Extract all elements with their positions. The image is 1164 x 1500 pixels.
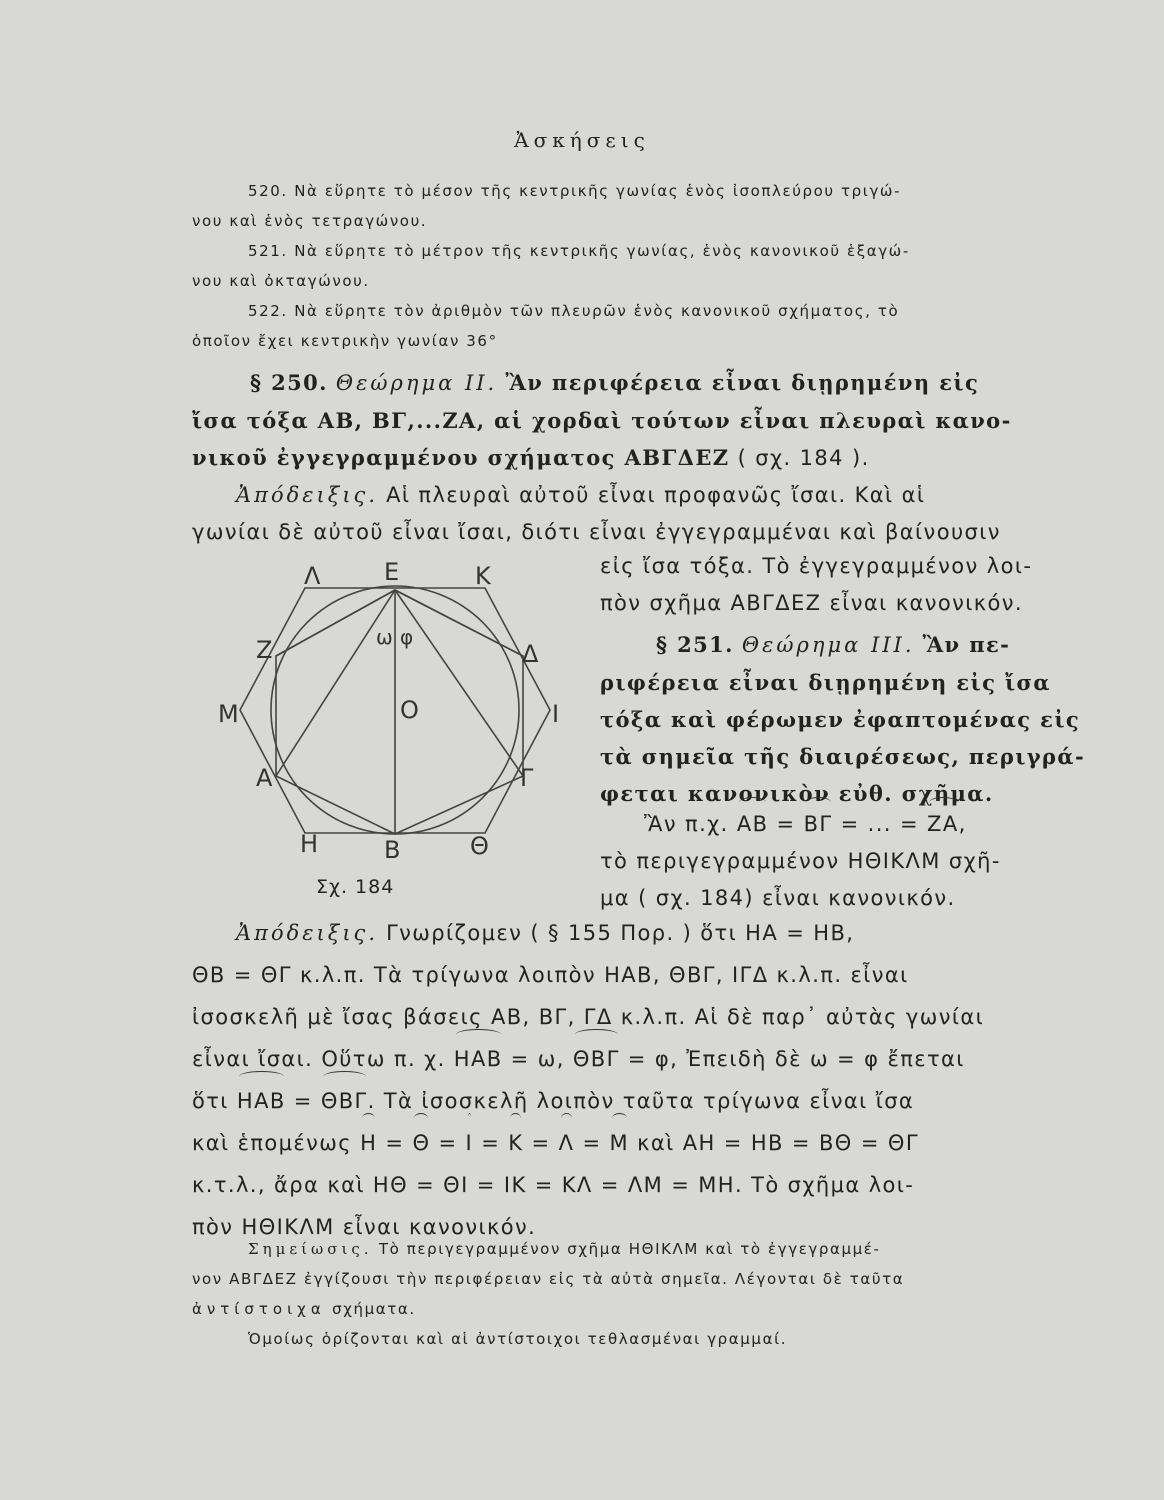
label-TH: Θ xyxy=(470,832,489,860)
exercise-number: 522. xyxy=(248,302,288,320)
label-M: Μ xyxy=(218,700,239,728)
label-L: Λ xyxy=(304,562,321,590)
exercise-text: Νὰ εὕρητε τὸν ἀριθμὸν τῶν πλευρῶν ἑνὸς κανονικοῦ σχήματος, τὸ xyxy=(294,302,900,320)
proof-text: . Τὰ ἰσοσκελῆ λοιπὸν ταῦτα τρίγωνα εἶναι ἴσα xyxy=(367,1089,915,1113)
theorem-text: φεται κανονικὸν εὐθ. σχῆμα. xyxy=(600,781,994,806)
segment-EA xyxy=(276,590,395,776)
proof-1 xyxy=(192,477,1122,551)
theorem-2 xyxy=(192,364,1122,477)
theorem-text: ἴσα τόξα ΑΒ, ΒΓ,...ΖΑ, αἱ χορδαὶ τούτων εἶναι πλευραὶ κανο- xyxy=(192,408,1012,433)
exercise-text: ὁποῖον ἔχει κεντρικὴν γωνίαν 36° xyxy=(192,332,498,350)
theorem-label: Θεώρημα II. xyxy=(335,371,498,395)
proof-label: Ἀπόδειξις. xyxy=(236,483,378,507)
exercise-text: Νὰ εὕρητε τὸ μέτρον τῆς κεντρικῆς γωνίας, ἑνὸς κανονικοῦ ἑξαγώ- xyxy=(294,242,910,260)
exercise-text: νου καὶ ὀκταγώνου. xyxy=(192,272,370,290)
label-O: Ο xyxy=(400,696,419,724)
theorem-text: νικοῦ ἐγγεγραμμένου σχήματος ΑΒΓΔΕΖ xyxy=(192,445,730,470)
label-G: Γ xyxy=(520,764,534,792)
angle-HAB: ΗΑΒ xyxy=(454,1038,503,1080)
proof-text: = φ, Ἐπειδὴ δὲ ω = φ ἔπεται xyxy=(627,1047,965,1071)
figure-184 xyxy=(200,550,580,890)
equals-sign: = xyxy=(840,812,860,836)
note xyxy=(192,1234,1092,1354)
note-label: Σημείωσις. xyxy=(248,1240,373,1258)
theorem-text: ριφέρεια εἶναι διῃρημένη εἰς ἴσα xyxy=(600,670,1051,695)
section-number: § 250. xyxy=(250,370,328,395)
note-text: Τὸ περιγεγραμμένον σχῆμα ΗΘΙΚΛΜ καὶ τὸ ἐγγεγραμμέ- xyxy=(378,1240,881,1258)
example-text: τὸ περιγεγραμμένον ΗΘΙΚΛΜ σχῆ- xyxy=(600,849,1001,873)
note-term: ἀντίστοιχα xyxy=(192,1300,326,1318)
theorem-text: Ἂν περιφέρεια εἶναι διῃρημένη εἰς xyxy=(505,370,980,395)
proof-1-continued xyxy=(600,548,1120,622)
figure-reference: ( σχ. 184 ). xyxy=(737,446,870,470)
section-number: § 251. xyxy=(656,632,734,657)
example-intro: Ἂν π.χ. xyxy=(644,812,729,836)
angle-M: Μ xyxy=(610,1122,630,1164)
label-D: Δ xyxy=(522,640,539,668)
page-title: Ἀσκήσεις xyxy=(514,128,650,152)
exercise-number: 520. xyxy=(248,182,288,200)
label-A: Α xyxy=(256,764,273,792)
proof-text: καὶ ἑπομένως xyxy=(192,1131,352,1155)
proof-label: Ἀπόδειξις. xyxy=(236,921,378,945)
angle-L: Λ xyxy=(559,1122,575,1164)
arc-ZA: ΖΑ xyxy=(927,806,959,843)
label-omega: ω xyxy=(376,625,393,649)
label-I: Ι xyxy=(552,700,560,728)
ellipsis: ... xyxy=(867,812,892,836)
exercise-text: νου καὶ ἑνὸς τετραγώνου. xyxy=(192,212,428,230)
exercise-522 xyxy=(192,296,1082,356)
exercise-520 xyxy=(192,176,1082,236)
proof-text: Γνωρίζομεν ( § 155 Πορ. ) ὅτι ΗΑ = ΗΒ, xyxy=(386,921,855,945)
angle-THBG: ΘΒΓ xyxy=(321,1080,368,1122)
angle-H: Η xyxy=(360,1122,377,1164)
exercise-521 xyxy=(192,236,1082,296)
proof-text: κ.τ.λ., ἄρα καὶ ΗΘ = ΘΙ = ΙΚ = ΚΛ = ΛΜ = ΜΗ. Τὸ σχῆμα λοι- xyxy=(192,1173,915,1197)
proof-text: γωνίαι δὲ αὐτοῦ εἶναι ἴσαι, διότι εἶναι ἐγγεγραμμέναι καὶ βαίνουσιν xyxy=(192,520,1001,544)
theorem-3 xyxy=(600,626,1122,812)
example-text: μα ( σχ. 184) εἶναι κανονικόν. xyxy=(600,886,956,910)
figure-caption: Σχ. 184 xyxy=(316,876,395,898)
proof-text: ὅτι xyxy=(192,1089,229,1113)
segment-EG xyxy=(395,590,523,776)
proof-text: πὸν ΗΘΙΚΛΜ εἶναι κανονικόν. xyxy=(192,1215,537,1239)
note-text: σχήματα. xyxy=(332,1300,416,1318)
note-text: νον ΑΒΓΔΕΖ ἐγγίζουσι τὴν περιφέρειαν εἰς τὰ αὐτὰ σημεῖα. Λέγονται δὲ ταῦτα xyxy=(192,1270,905,1288)
label-E: Ε xyxy=(384,558,400,586)
equals-sign: = xyxy=(776,812,796,836)
label-Z: Ζ xyxy=(256,636,273,664)
theorem-label: Θεώρημα III. xyxy=(741,633,915,657)
equals-sign: = xyxy=(293,1089,313,1113)
angle-HAB: ΗΑΒ xyxy=(237,1080,286,1122)
angle-TH: Θ xyxy=(412,1122,430,1164)
example: Ἂν π.χ. ΑΒ = ΒΓ = ... = ΖΑ, τὸ περιγεγραμμένον ΗΘΙΚΛΜ σχῆ- μα ( σχ. 184) εἶναι κανονικόν. xyxy=(600,806,1122,917)
exercise-text: Νὰ εὕρητε τὸ μέσον τῆς κεντρικῆς γωνίας ἑνὸς ἰσοπλεύρου τριγώ- xyxy=(294,182,902,200)
label-B: Β xyxy=(384,836,401,864)
proof-text: πὸν σχῆμα ΑΒΓΔΕΖ εἶναι κανονικόν. xyxy=(600,591,1023,615)
proof-text: εἰς ἴσα τόξα. Τὸ ἐγγεγραμμένον λοι- xyxy=(600,554,1033,578)
proof-text: καὶ ΑΗ = ΗΒ = ΒΘ = ΘΓ xyxy=(637,1131,919,1155)
proof-text: = ω, xyxy=(510,1047,565,1071)
exercise-number: 521. xyxy=(248,242,288,260)
label-H: Η xyxy=(300,830,319,858)
label-K: Κ xyxy=(475,562,491,590)
angle-I: Ι xyxy=(466,1122,474,1164)
proof-text: εἶναι ἴσαι. Οὕτω π. χ. xyxy=(192,1047,446,1071)
proof-text: Αἱ πλευραὶ αὐτοῦ εἶναι προφανῶς ἴσαι. Καὶ αἱ xyxy=(386,483,926,507)
arc-BG: ΒΓ xyxy=(804,806,833,843)
angle-K: Κ xyxy=(508,1122,523,1164)
theorem-text: Ἂν πε- xyxy=(922,632,1011,657)
proof-text: ΘΒ = ΘΓ κ.λ.π. Τὰ τρίγωνα λοιπὸν ΗΑΒ, ΘΒΓ, ΙΓΔ κ.λ.π. εἶναι xyxy=(192,963,909,987)
proof-text: ἰσοσκελῆ μὲ ἴσας βάσεις ΑΒ, ΒΓ, ΓΔ κ.λ.π. Αἱ δὲ παρ᾽ αὐτὰς γωνίαι xyxy=(192,1005,985,1029)
equals-sign: = xyxy=(899,812,919,836)
label-phi: φ xyxy=(400,625,414,649)
angle-THBG: ΘΒΓ xyxy=(573,1038,620,1080)
arc-AB: ΑΒ xyxy=(737,806,769,843)
theorem-text: τὰ σημεῖα τῆς διαιρέσεως, περιγρά- xyxy=(600,744,1086,769)
theorem-text: τόξα καὶ φέρωμεν ἐφαπτομένας εἰς xyxy=(600,707,1081,732)
note-text: Ὁμοίως ὁρίζονται καὶ αἱ ἀντίστοιχοι τεθλασμέναι γραμμαί. xyxy=(248,1330,788,1348)
proof-2: Ἀπόδειξις. Γνωρίζομεν ( § 155 Πορ. ) ὅτι ΗΑ = ΗΒ, ΘΒ = ΘΓ κ.λ.π. Τὰ τρίγωνα λοιπὸν ΗΑΒ, ΘΒΓ, ΙΓΔ κ.λ.π. εἶναι ἰσοσκελῆ μὲ ἴσας βάσεις ΑΒ, ΒΓ, ΓΔ κ.λ.π. Αἱ δὲ παρ᾽ αὐτὰς γωνίαι εἶναι ἴσαι. Οὕτω π. χ. ΗΑΒ = ω, ΘΒΓ = φ, Ἐπειδὴ δὲ ω = φ ἔπεται ὅτι ΗΑΒ = ΘΒΓ. Τὰ ἰσοσκελῆ λοιπὸν ταῦτα τρίγωνα εἶναι ἴσα καὶ ἑπομένως Η = Θ = Ι = Κ = Λ = Μ καὶ ΑΗ = ΗΒ = ΒΘ = ΘΓ κ.τ.λ., ἄρα καὶ ΗΘ = ΘΙ = ΙΚ = ΚΛ = ΛΜ = ΜΗ. Τὸ σχῆμα λοι- πὸν ΗΘΙΚΛΜ εἶναι κανονικόν. xyxy=(192,912,1122,1248)
